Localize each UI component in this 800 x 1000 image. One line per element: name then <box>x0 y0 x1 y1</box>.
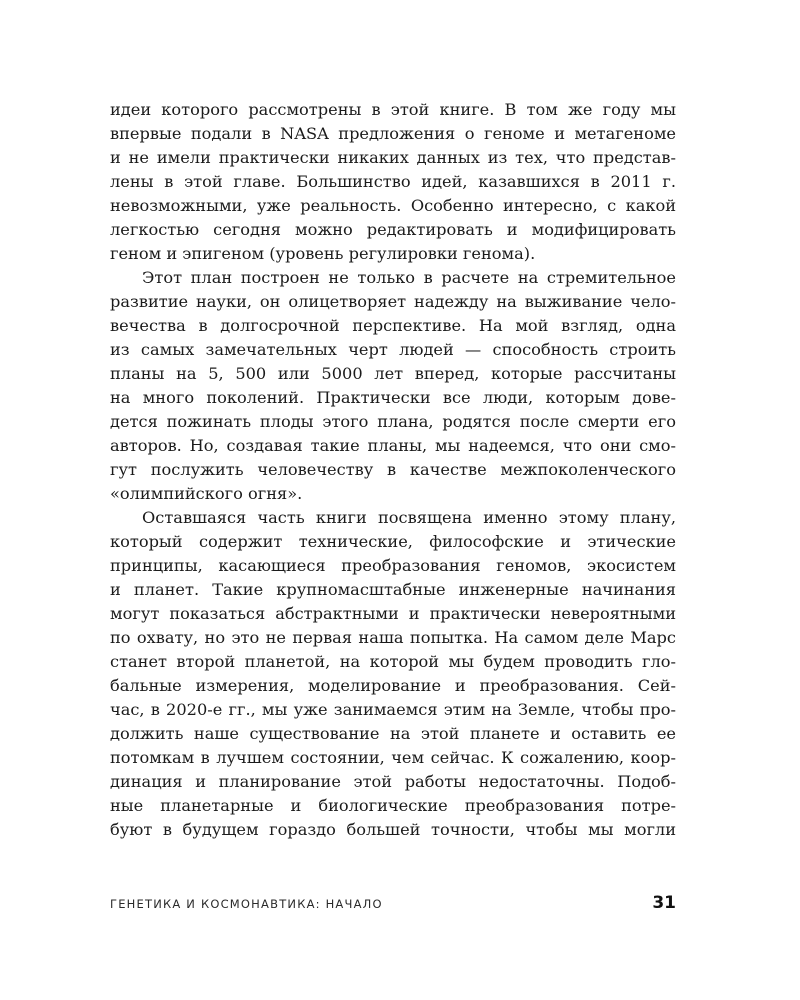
text-line: могут показаться абстрактными и практически невероятными <box>110 604 676 623</box>
text-line: час, в 2020-е гг., мы уже занимаемся этим на Земле, чтобы про- <box>110 700 676 719</box>
text-line: на много поколений. Практически все люди, которым дове- <box>110 388 676 407</box>
text-line: буют в будущем гораздо большей точности, чтобы мы могли <box>110 820 676 839</box>
body-text <box>110 98 676 842</box>
text-line: и планет. Такие крупномасштабные инженерные начинания <box>110 580 676 599</box>
text-line: потомкам в лучшем состоянии, чем сейчас. К сожалению, коор- <box>110 748 676 767</box>
text-line: Оставшаяся часть книги посвящена именно этому плану, <box>142 508 676 527</box>
text-line: принципы, касающиеся преобразования геномов, экосистем <box>110 556 676 575</box>
text-line: из самых замечательных черт людей — способность строить <box>110 340 676 359</box>
text-line: невозможными, уже реальность. Особенно интересно, с какой <box>110 196 676 215</box>
text-line: вечества в долгосрочной перспективе. На мой взгляд, одна <box>110 316 676 335</box>
running-title: ГЕНЕТИКА И КОСМОНАВТИКА: НАЧАЛО <box>110 897 383 911</box>
text-line: станет второй планетой, на которой мы будем проводить гло- <box>110 652 676 671</box>
text-line: геном и эпигеном (уровень регулировки генома). <box>110 244 536 263</box>
text-line: бальные измерения, моделирование и преобразования. Сей- <box>110 676 676 695</box>
text-line: впервые подали в NASA предложения о геноме и метагеноме <box>110 124 676 143</box>
text-line: который содержит технические, философские и этические <box>110 532 676 551</box>
text-line: Этот план построен не только в расчете на стремительное <box>142 268 676 287</box>
text-line: «олимпийского огня». <box>110 484 303 503</box>
page-footer <box>110 893 676 917</box>
text-line: гут послужить человечеству в качестве межпоколенческого <box>110 460 676 479</box>
text-line: по охвату, но это не первая наша попытка. На самом деле Марс <box>110 628 676 647</box>
text-line: дется пожинать плоды этого плана, родятся после смерти его <box>110 412 676 431</box>
text-line: ные планетарные и биологические преобразования потре- <box>110 796 676 815</box>
text-line: идеи которого рассмотрены в этой книге. В том же году мы <box>110 100 676 119</box>
page-number: 31 <box>652 893 676 913</box>
text-line: легкостью сегодня можно редактировать и модифицировать <box>110 220 676 239</box>
text-line: авторов. Но, создавая такие планы, мы надеемся, что они смо- <box>110 436 676 455</box>
text-line: и не имели практически никаких данных из тех, что представ- <box>110 148 676 167</box>
text-line: развитие науки, он олицетворяет надежду на выживание чело- <box>110 292 676 311</box>
text-line: планы на 5, 500 или 5000 лет вперед, которые рассчитаны <box>110 364 676 383</box>
text-line: должить наше существование на этой планете и оставить ее <box>110 724 676 743</box>
text-line: лены в этой главе. Большинство идей, казавшихся в 2011 г. <box>110 172 676 191</box>
text-line: динация и планирование этой работы недостаточны. Подоб- <box>110 772 676 791</box>
